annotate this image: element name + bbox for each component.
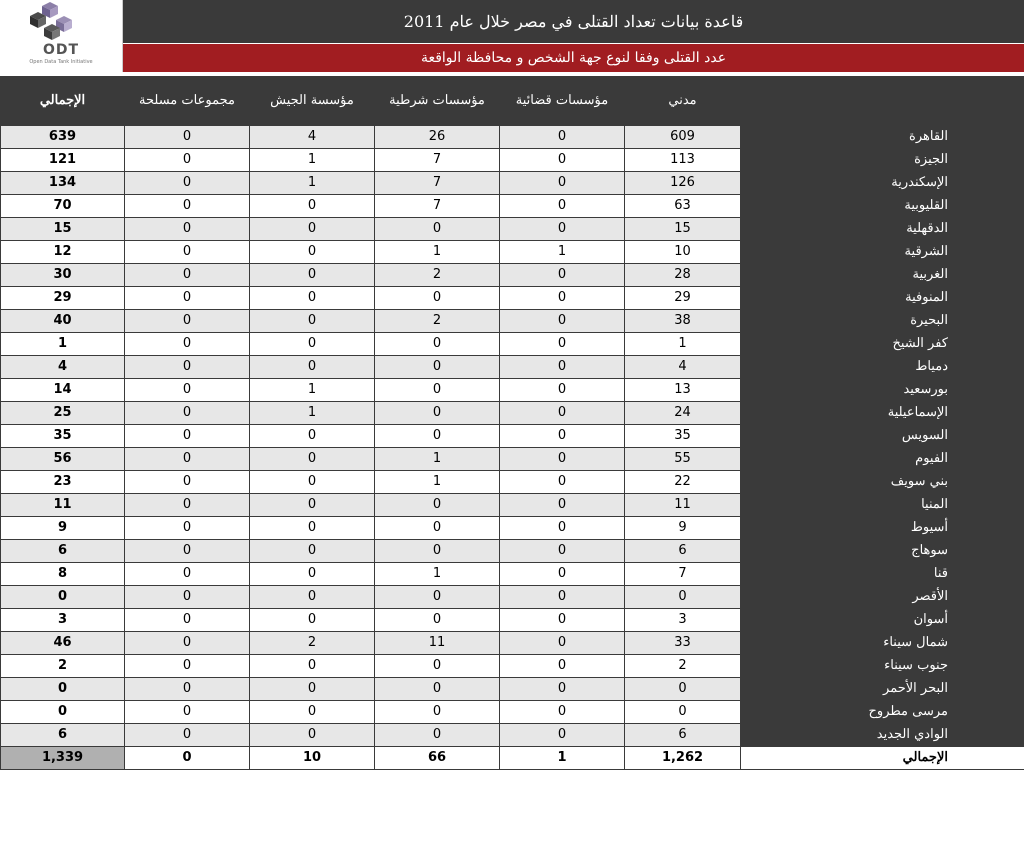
cell-judicial: 0 (500, 563, 625, 586)
cell-judicial: 0 (500, 586, 625, 609)
cell-judicial: 0 (500, 264, 625, 287)
table-row (1, 586, 1024, 609)
cell-judicial: 0 (500, 701, 625, 724)
header-row (1, 77, 1024, 126)
table-row (1, 724, 1024, 747)
cell-judicial: 0 (500, 655, 625, 678)
table-row (1, 448, 1024, 471)
cell-governorate: بورسعيد (741, 379, 1024, 402)
cell-armed: 0 (125, 379, 250, 402)
cell-armed: 0 (125, 701, 250, 724)
cell-total: 6 (1, 724, 125, 747)
cell-governorate: أسيوط (741, 517, 1024, 540)
cell-army: 1 (250, 402, 375, 425)
col-header-armed: مجموعات مسلحة (125, 77, 250, 126)
cell-judicial: 0 (500, 678, 625, 701)
table-row (1, 356, 1024, 379)
cell-police: 2 (375, 310, 500, 333)
cell-civilian: 63 (625, 195, 741, 218)
cell-judicial: 0 (500, 195, 625, 218)
grand-total: 1,339 (1, 747, 125, 770)
cell-governorate: الأقصر (741, 586, 1024, 609)
table-row (1, 241, 1024, 264)
cell-army: 0 (250, 701, 375, 724)
cell-police: 0 (375, 402, 500, 425)
cell-governorate: السويس (741, 425, 1024, 448)
table-row (1, 379, 1024, 402)
cell-army: 2 (250, 632, 375, 655)
cell-governorate: قنا (741, 563, 1024, 586)
cell-army: 0 (250, 287, 375, 310)
cell-judicial: 0 (500, 310, 625, 333)
cell-judicial: 0 (500, 471, 625, 494)
cell-judicial: 0 (500, 540, 625, 563)
table-row (1, 632, 1024, 655)
cell-governorate: القاهرة (741, 126, 1024, 149)
cell-governorate: سوهاج (741, 540, 1024, 563)
cell-armed: 0 (125, 494, 250, 517)
cell-judicial: 0 (500, 448, 625, 471)
cell-civilian: 7 (625, 563, 741, 586)
cell-police: 0 (375, 586, 500, 609)
cell-army: 0 (250, 425, 375, 448)
cell-civilian: 113 (625, 149, 741, 172)
table-row (1, 126, 1024, 149)
table-row (1, 287, 1024, 310)
cell-armed: 0 (125, 218, 250, 241)
cell-armed: 0 (125, 195, 250, 218)
cell-army: 1 (250, 149, 375, 172)
cell-police: 0 (375, 333, 500, 356)
table-row (1, 195, 1024, 218)
cell-police: 0 (375, 724, 500, 747)
cell-police: 0 (375, 701, 500, 724)
logo (0, 0, 123, 72)
cell-army: 0 (250, 494, 375, 517)
cell-civilian: 126 (625, 172, 741, 195)
cell-total: 8 (1, 563, 125, 586)
table-row (1, 609, 1024, 632)
table-row (1, 425, 1024, 448)
cell-total: 25 (1, 402, 125, 425)
cell-police: 1 (375, 448, 500, 471)
cell-armed: 0 (125, 264, 250, 287)
total-police: 66 (375, 747, 500, 770)
cell-armed: 0 (125, 126, 250, 149)
table-row (1, 264, 1024, 287)
cell-police: 0 (375, 517, 500, 540)
cell-police: 11 (375, 632, 500, 655)
cell-judicial: 0 (500, 172, 625, 195)
table-row (1, 563, 1024, 586)
table-row (1, 517, 1024, 540)
cell-police: 1 (375, 563, 500, 586)
cell-judicial: 0 (500, 494, 625, 517)
cell-total: 0 (1, 701, 125, 724)
cell-judicial: 0 (500, 379, 625, 402)
page-title: قاعدة بيانات تعداد القتلى في مصر خلال عام 2011 (123, 0, 1024, 43)
cell-armed: 0 (125, 287, 250, 310)
cell-governorate: الإسكندرية (741, 172, 1024, 195)
col-header-judicial: مؤسسات قضائية (500, 77, 625, 126)
cell-civilian: 0 (625, 678, 741, 701)
cell-armed: 0 (125, 425, 250, 448)
cell-armed: 0 (125, 356, 250, 379)
table-row (1, 655, 1024, 678)
cell-judicial: 0 (500, 287, 625, 310)
cell-army: 0 (250, 448, 375, 471)
table-row (1, 678, 1024, 701)
table-row (1, 172, 1024, 195)
totals-label: الإجمالي (741, 747, 1024, 770)
cell-armed: 0 (125, 471, 250, 494)
cell-civilian: 55 (625, 448, 741, 471)
table-row (1, 402, 1024, 425)
cell-army: 0 (250, 517, 375, 540)
cell-governorate: القليوبية (741, 195, 1024, 218)
cell-total: 3 (1, 609, 125, 632)
col-header-police: مؤسسات شرطية (375, 77, 500, 126)
cell-total: 11 (1, 494, 125, 517)
cell-civilian: 0 (625, 586, 741, 609)
cell-police: 0 (375, 287, 500, 310)
cell-judicial: 0 (500, 356, 625, 379)
cell-army: 0 (250, 540, 375, 563)
col-header-civilian: مدني (625, 77, 741, 126)
cell-judicial: 0 (500, 126, 625, 149)
cell-army: 0 (250, 471, 375, 494)
cell-total: 4 (1, 356, 125, 379)
cell-governorate: جنوب سيناء (741, 655, 1024, 678)
cell-civilian: 35 (625, 425, 741, 448)
cell-army: 0 (250, 195, 375, 218)
cell-governorate: كفر الشيخ (741, 333, 1024, 356)
cell-armed: 0 (125, 563, 250, 586)
cell-civilian: 24 (625, 402, 741, 425)
cell-army: 0 (250, 333, 375, 356)
cell-total: 30 (1, 264, 125, 287)
cell-civilian: 9 (625, 517, 741, 540)
cell-civilian: 29 (625, 287, 741, 310)
cell-police: 0 (375, 609, 500, 632)
cell-army: 0 (250, 586, 375, 609)
cell-armed: 0 (125, 609, 250, 632)
cell-total: 12 (1, 241, 125, 264)
cell-governorate: شمال سيناء (741, 632, 1024, 655)
total-armed: 0 (125, 747, 250, 770)
cell-total: 639 (1, 126, 125, 149)
logo-text: ODT (42, 42, 80, 58)
table-row (1, 540, 1024, 563)
cell-total: 2 (1, 655, 125, 678)
table-row (1, 149, 1024, 172)
cell-police: 7 (375, 149, 500, 172)
cell-armed: 0 (125, 655, 250, 678)
cell-governorate: الدقهلية (741, 218, 1024, 241)
cell-total: 121 (1, 149, 125, 172)
cell-total: 0 (1, 586, 125, 609)
cell-police: 0 (375, 540, 500, 563)
cell-army: 0 (250, 218, 375, 241)
cell-police: 0 (375, 425, 500, 448)
table-body (1, 126, 1024, 747)
cell-governorate: أسوان (741, 609, 1024, 632)
cell-army: 1 (250, 172, 375, 195)
cell-total: 35 (1, 425, 125, 448)
cell-total: 15 (1, 218, 125, 241)
cell-civilian: 13 (625, 379, 741, 402)
cell-civilian: 33 (625, 632, 741, 655)
cell-police: 0 (375, 678, 500, 701)
cell-army: 0 (250, 241, 375, 264)
cell-armed: 0 (125, 241, 250, 264)
cell-army: 0 (250, 655, 375, 678)
data-table (0, 76, 1024, 770)
cell-judicial: 1 (500, 241, 625, 264)
cell-police: 7 (375, 172, 500, 195)
cell-governorate: البحيرة (741, 310, 1024, 333)
cell-governorate: الفيوم (741, 448, 1024, 471)
cell-civilian: 2 (625, 655, 741, 678)
cell-civilian: 38 (625, 310, 741, 333)
table-row (1, 471, 1024, 494)
table-row (1, 333, 1024, 356)
cell-judicial: 0 (500, 149, 625, 172)
col-header-governorate (741, 77, 1024, 126)
col-header-total: الإجمالي (1, 77, 125, 126)
cell-police: 1 (375, 241, 500, 264)
cell-total: 134 (1, 172, 125, 195)
cell-governorate: الجيزة (741, 149, 1024, 172)
cell-governorate: الوادي الجديد (741, 724, 1024, 747)
table-row (1, 701, 1024, 724)
cell-armed: 0 (125, 402, 250, 425)
cell-armed: 0 (125, 540, 250, 563)
cell-army: 0 (250, 724, 375, 747)
cell-governorate: الشرقية (741, 241, 1024, 264)
total-judicial: 1 (500, 747, 625, 770)
cell-governorate: الإسماعيلية (741, 402, 1024, 425)
cell-judicial: 0 (500, 425, 625, 448)
cell-governorate: المنيا (741, 494, 1024, 517)
cell-police: 0 (375, 218, 500, 241)
cell-total: 0 (1, 678, 125, 701)
cell-civilian: 0 (625, 701, 741, 724)
cell-armed: 0 (125, 678, 250, 701)
cell-total: 9 (1, 517, 125, 540)
cell-police: 0 (375, 356, 500, 379)
cell-army: 4 (250, 126, 375, 149)
cell-civilian: 4 (625, 356, 741, 379)
cell-armed: 0 (125, 448, 250, 471)
cell-army: 0 (250, 678, 375, 701)
cell-police: 26 (375, 126, 500, 149)
cell-judicial: 0 (500, 632, 625, 655)
cell-police: 1 (375, 471, 500, 494)
cell-army: 1 (250, 379, 375, 402)
cell-governorate: دمياط (741, 356, 1024, 379)
cell-civilian: 6 (625, 540, 741, 563)
cell-total: 70 (1, 195, 125, 218)
cell-armed: 0 (125, 333, 250, 356)
cell-judicial: 0 (500, 402, 625, 425)
total-army: 10 (250, 747, 375, 770)
cell-total: 40 (1, 310, 125, 333)
cell-civilian: 1 (625, 333, 741, 356)
cell-civilian: 22 (625, 471, 741, 494)
cell-judicial: 0 (500, 333, 625, 356)
cell-army: 0 (250, 609, 375, 632)
cell-civilian: 28 (625, 264, 741, 287)
cell-armed: 0 (125, 149, 250, 172)
cell-police: 0 (375, 379, 500, 402)
cell-total: 6 (1, 540, 125, 563)
cell-total: 29 (1, 287, 125, 310)
cell-governorate: المنوفية (741, 287, 1024, 310)
page-subtitle: عدد القتلى وفقا لنوع جهة الشخص و محافظة الواقعة (123, 44, 1024, 72)
cell-governorate: مرسى مطروح (741, 701, 1024, 724)
table-row (1, 310, 1024, 333)
cell-civilian: 11 (625, 494, 741, 517)
cell-police: 0 (375, 655, 500, 678)
odt-logo-icon (22, 2, 100, 42)
cell-armed: 0 (125, 310, 250, 333)
cell-governorate: بني سويف (741, 471, 1024, 494)
cell-armed: 0 (125, 586, 250, 609)
cell-total: 23 (1, 471, 125, 494)
logo-subtitle: Open Data Tank Initiative (29, 59, 93, 65)
cell-armed: 0 (125, 632, 250, 655)
cell-army: 0 (250, 356, 375, 379)
cell-total: 46 (1, 632, 125, 655)
cell-judicial: 0 (500, 609, 625, 632)
cell-police: 2 (375, 264, 500, 287)
cell-civilian: 15 (625, 218, 741, 241)
cell-total: 1 (1, 333, 125, 356)
cell-governorate: البحر الأحمر (741, 678, 1024, 701)
cell-governorate: الغربية (741, 264, 1024, 287)
cell-judicial: 0 (500, 218, 625, 241)
cell-army: 0 (250, 310, 375, 333)
cell-civilian: 3 (625, 609, 741, 632)
cell-armed: 0 (125, 172, 250, 195)
cell-police: 0 (375, 494, 500, 517)
cell-army: 0 (250, 264, 375, 287)
cell-armed: 0 (125, 517, 250, 540)
cell-army: 0 (250, 563, 375, 586)
cell-armed: 0 (125, 724, 250, 747)
col-header-army: مؤسسة الجيش (250, 77, 375, 126)
total-civilian: 1,262 (625, 747, 741, 770)
cell-judicial: 0 (500, 517, 625, 540)
cell-total: 14 (1, 379, 125, 402)
table-row (1, 494, 1024, 517)
totals-row (1, 747, 1024, 770)
cell-civilian: 6 (625, 724, 741, 747)
table-row (1, 218, 1024, 241)
cell-civilian: 609 (625, 126, 741, 149)
cell-police: 7 (375, 195, 500, 218)
cell-judicial: 0 (500, 724, 625, 747)
cell-civilian: 10 (625, 241, 741, 264)
cell-total: 56 (1, 448, 125, 471)
